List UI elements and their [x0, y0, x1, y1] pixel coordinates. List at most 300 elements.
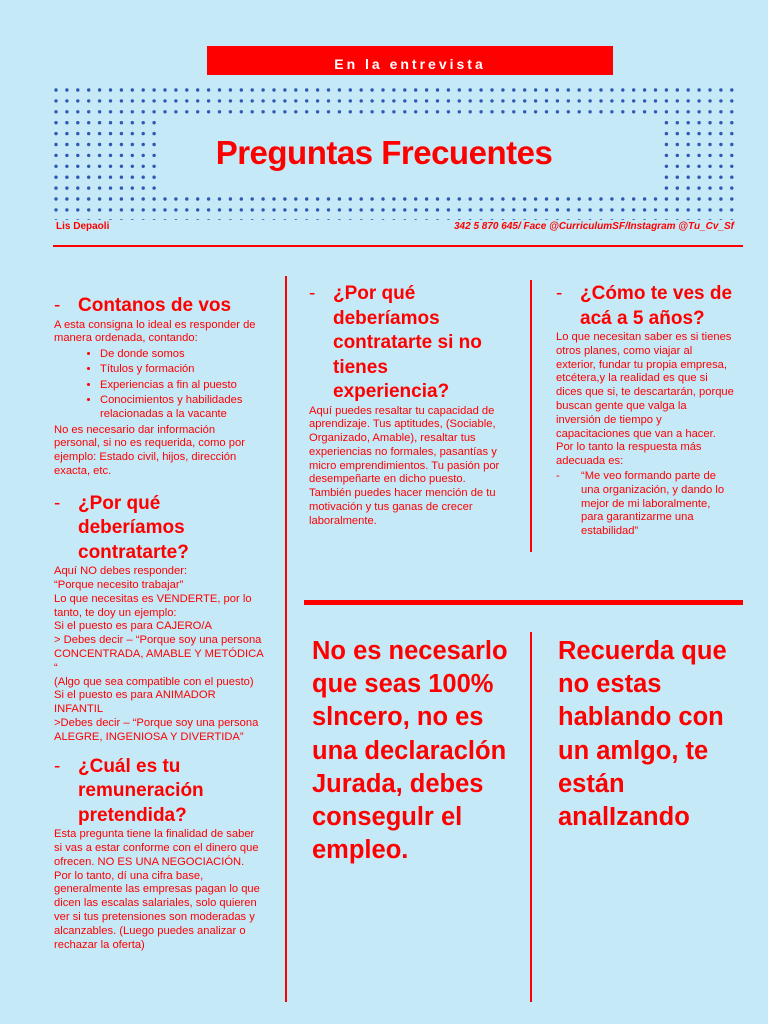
pattern-dot — [196, 208, 199, 211]
pattern-dot — [54, 219, 57, 220]
pattern-dot — [403, 219, 406, 220]
pattern-dot — [142, 88, 145, 91]
pattern-dot — [392, 197, 395, 200]
pattern-dot — [687, 219, 690, 220]
pattern-dot — [545, 110, 548, 113]
pattern-dot — [261, 99, 264, 102]
pattern-dot — [185, 88, 188, 91]
pattern-dot — [697, 197, 700, 200]
section-text: Esta pregunta tiene la finalidad de saber si vas a estar conforme con el dinero que ofrecen. NO ES UNA NEGOCIACIÓN. Por lo tanto, dí una cifra base, generalmente las empresas pagan lo que dicen las escalas salariales, solo quieren ver si tus pretensiones son moderadas y alcanzables. (Luego puedes analizar o rechazar la oferta) — [54, 828, 260, 951]
pattern-dot — [676, 219, 679, 220]
pattern-dot — [599, 208, 602, 211]
pattern-dot — [523, 197, 526, 200]
pattern-dot — [131, 208, 134, 211]
pattern-dot — [479, 219, 482, 220]
pattern-dot — [120, 186, 123, 189]
pattern-dot — [120, 121, 123, 124]
pattern-dot — [76, 219, 79, 220]
pattern-dot — [708, 208, 711, 211]
pattern-dot — [98, 186, 101, 189]
pattern-dot — [621, 110, 624, 113]
pattern-dot — [610, 197, 613, 200]
pattern-dot — [665, 186, 668, 189]
pattern-dot — [87, 208, 90, 211]
pattern-dot — [556, 110, 559, 113]
pattern-dot — [578, 88, 581, 91]
pattern-dot — [283, 88, 286, 91]
pattern-dot — [403, 197, 406, 200]
pattern-dot — [294, 197, 297, 200]
pattern-dot — [338, 197, 341, 200]
pattern-dot — [272, 99, 275, 102]
pattern-dot — [251, 88, 254, 91]
pattern-dot — [534, 219, 537, 220]
pattern-dot — [708, 121, 711, 124]
header-banner: En la entrevista — [207, 46, 613, 75]
pattern-dot — [676, 121, 679, 124]
pattern-dot — [283, 110, 286, 113]
pattern-dot — [403, 99, 406, 102]
pattern-dot — [316, 197, 319, 200]
pattern-dot — [545, 197, 548, 200]
pattern-dot — [338, 219, 341, 220]
pattern-dot — [98, 208, 101, 211]
pattern-dot — [654, 197, 657, 200]
pattern-dot — [54, 208, 57, 211]
pattern-dot — [360, 197, 363, 200]
pattern-dot — [490, 110, 493, 113]
pattern-dot — [501, 197, 504, 200]
pattern-dot — [163, 110, 166, 113]
pattern-dot — [697, 121, 700, 124]
pattern-dot — [425, 88, 428, 91]
pattern-dot — [621, 99, 624, 102]
pattern-dot — [676, 186, 679, 189]
pattern-dot — [218, 219, 221, 220]
column-right — [556, 282, 734, 539]
pattern-dot — [87, 121, 90, 124]
pattern-dot — [76, 186, 79, 189]
pattern-dot — [65, 99, 68, 102]
pattern-dot — [76, 121, 79, 124]
pattern-dot — [578, 197, 581, 200]
pattern-dot — [512, 110, 515, 113]
pattern-dot — [196, 110, 199, 113]
pattern-dot — [185, 99, 188, 102]
pattern-dot — [501, 99, 504, 102]
pattern-dot — [719, 110, 722, 113]
pattern-dot — [261, 110, 264, 113]
pattern-dot — [229, 219, 232, 220]
pattern-dot — [76, 176, 79, 179]
pattern-dot — [469, 110, 472, 113]
pattern-dot — [87, 99, 90, 102]
pattern-dot — [458, 219, 461, 220]
pattern-dot — [501, 208, 504, 211]
pattern-dot — [632, 88, 635, 91]
pattern-dot — [588, 88, 591, 91]
pattern-dot — [599, 219, 602, 220]
pattern-dot — [327, 110, 330, 113]
pattern-dot — [447, 219, 450, 220]
pattern-dot — [294, 99, 297, 102]
pattern-dot — [621, 197, 624, 200]
pattern-dot — [54, 186, 57, 189]
pattern-dot — [665, 219, 668, 220]
section-heading-five-years: - ¿Cómo te ves de acá a 5 años? — [556, 283, 733, 329]
pattern-dot — [261, 197, 264, 200]
pattern-dot — [697, 99, 700, 102]
pattern-dot — [131, 88, 134, 91]
pattern-dot — [229, 197, 232, 200]
pattern-dot — [218, 88, 221, 91]
pattern-dot — [632, 110, 635, 113]
pattern-dot — [392, 88, 395, 91]
pattern-dot — [578, 110, 581, 113]
pattern-dot — [327, 88, 330, 91]
pattern-dot — [436, 99, 439, 102]
pattern-dot — [109, 110, 112, 113]
pattern-dot — [610, 208, 613, 211]
pattern-dot — [708, 110, 711, 113]
pattern-dot — [327, 219, 330, 220]
pattern-dot — [131, 186, 134, 189]
pattern-dot — [469, 99, 472, 102]
pattern-dot — [251, 208, 254, 211]
pattern-dot — [414, 197, 417, 200]
pattern-dot — [697, 208, 700, 211]
text-line: (Algo que sea compatible con el puesto) — [54, 675, 254, 688]
header-divider — [53, 245, 743, 247]
pattern-dot — [109, 176, 112, 179]
pattern-dot — [131, 110, 134, 113]
pattern-dot — [512, 208, 515, 211]
pattern-dot — [360, 99, 363, 102]
pattern-dot — [240, 197, 243, 200]
pattern-dot — [610, 99, 613, 102]
pattern-dot — [294, 208, 297, 211]
pattern-dot — [163, 208, 166, 211]
pattern-dot — [294, 88, 297, 91]
pattern-dot — [272, 208, 275, 211]
pattern-dot — [512, 219, 515, 220]
pattern-dot — [305, 197, 308, 200]
pattern-dot — [588, 219, 591, 220]
pattern-dot — [152, 176, 155, 179]
pattern-dot — [556, 197, 559, 200]
pattern-dot — [687, 176, 690, 179]
text-line: “Porque necesito trabajar” — [54, 579, 184, 592]
pattern-dot — [490, 219, 493, 220]
pattern-dot — [708, 197, 711, 200]
pattern-dot — [512, 88, 515, 91]
pattern-dot — [687, 208, 690, 211]
pattern-dot — [621, 208, 624, 211]
pattern-dot — [697, 110, 700, 113]
pattern-dot — [152, 121, 155, 124]
pattern-dot — [54, 110, 57, 113]
pattern-dot — [425, 110, 428, 113]
pattern-dot — [349, 208, 352, 211]
pattern-dot — [196, 99, 199, 102]
pattern-dot — [676, 110, 679, 113]
pattern-dot — [152, 219, 155, 220]
section-heading-about-you: - Contanos de vos — [54, 295, 232, 316]
pattern-dot — [654, 88, 657, 91]
pattern-dot — [632, 99, 635, 102]
pattern-dot — [174, 99, 177, 102]
pattern-dot — [152, 110, 155, 113]
pattern-dot — [578, 208, 581, 211]
pattern-dot — [349, 88, 352, 91]
pattern-dot — [76, 99, 79, 102]
pattern-dot — [414, 110, 417, 113]
pattern-dot — [414, 99, 417, 102]
pattern-dot — [556, 219, 559, 220]
pattern-dot — [479, 208, 482, 211]
pattern-dot — [556, 208, 559, 211]
pattern-dot — [283, 99, 286, 102]
pattern-dot — [730, 88, 733, 91]
pattern-dot — [588, 110, 591, 113]
pattern-dot — [599, 197, 602, 200]
pattern-dot — [174, 208, 177, 211]
pattern-dot — [261, 88, 264, 91]
pattern-dot — [338, 110, 341, 113]
pattern-dot — [185, 197, 188, 200]
pattern-dot — [479, 197, 482, 200]
pattern-dot — [120, 176, 123, 179]
pattern-dot — [76, 110, 79, 113]
pattern-dot — [87, 219, 90, 220]
pattern-dot — [152, 197, 155, 200]
pattern-dot — [316, 88, 319, 91]
pattern-dot — [207, 208, 210, 211]
pattern-dot — [185, 110, 188, 113]
pattern-dot — [131, 121, 134, 124]
pattern-dot — [534, 208, 537, 211]
pattern-dot — [338, 208, 341, 211]
pattern-dot — [338, 99, 341, 102]
pattern-dot — [697, 176, 700, 179]
pattern-dot — [98, 110, 101, 113]
pattern-dot — [632, 219, 635, 220]
pattern-dot — [708, 176, 711, 179]
pattern-dot — [283, 208, 286, 211]
pattern-dot — [523, 219, 526, 220]
pattern-dot — [360, 88, 363, 91]
pattern-dot — [479, 99, 482, 102]
pattern-dot — [436, 219, 439, 220]
pattern-dot — [185, 219, 188, 220]
pattern-dot — [54, 99, 57, 102]
pattern-dot — [392, 99, 395, 102]
pattern-dot — [392, 110, 395, 113]
pattern-dot — [370, 110, 373, 113]
section-text: No es necesario dar información personal, si no es requerida, como por ejemplo: Estado civil, hijos, dirección exacta, etc. — [54, 423, 245, 477]
pattern-dot — [643, 208, 646, 211]
column-divider-2 — [530, 280, 532, 552]
pattern-dot — [545, 219, 548, 220]
pattern-dot — [556, 88, 559, 91]
pattern-dot — [142, 176, 145, 179]
pattern-dot — [719, 197, 722, 200]
pattern-dot — [708, 99, 711, 102]
pattern-dot — [588, 208, 591, 211]
pattern-dot — [120, 99, 123, 102]
pattern-dot — [76, 88, 79, 91]
pattern-dot — [87, 186, 90, 189]
pattern-dot — [697, 186, 700, 189]
pattern-dot — [131, 219, 134, 220]
pattern-dot — [109, 121, 112, 124]
pattern-dot — [697, 88, 700, 91]
text-line: >Debes decir – “Porque soy una persona ALEGRE, INGENIOSA Y DIVERTIDA” — [54, 717, 259, 743]
pattern-dot — [730, 208, 733, 211]
pattern-dot — [316, 99, 319, 102]
pattern-dot — [578, 219, 581, 220]
pattern-dot — [719, 88, 722, 91]
pattern-dot — [240, 219, 243, 220]
pattern-dot — [65, 208, 68, 211]
pattern-dot — [207, 99, 210, 102]
pattern-dot — [567, 88, 570, 91]
pattern-dot — [251, 99, 254, 102]
pattern-dot — [305, 208, 308, 211]
pattern-dot — [131, 99, 134, 102]
pattern-dot — [523, 99, 526, 102]
quote-item: - “Me veo formando parte de una organización, y dando lo mejor de mi laboralmente, para garantizarme una estabilidad” — [556, 469, 725, 538]
pattern-dot — [76, 197, 79, 200]
pattern-dot — [142, 110, 145, 113]
pattern-dot — [131, 176, 134, 179]
pattern-dot — [381, 88, 384, 91]
pattern-dot — [207, 88, 210, 91]
list-item: • Conocimientos y habilidades relacionadas a la vacante — [100, 394, 264, 422]
pattern-dot — [218, 99, 221, 102]
pattern-dot — [414, 219, 417, 220]
pattern-dot — [109, 99, 112, 102]
pattern-dot — [109, 88, 112, 91]
pattern-dot — [174, 88, 177, 91]
column-middle — [309, 282, 509, 529]
pattern-dot — [327, 197, 330, 200]
pattern-dot — [719, 186, 722, 189]
pattern-dot — [676, 197, 679, 200]
pattern-dot — [523, 208, 526, 211]
pattern-dot — [174, 110, 177, 113]
pattern-dot — [120, 219, 123, 220]
pattern-dot — [501, 110, 504, 113]
pattern-dot — [632, 208, 635, 211]
pattern-dot — [708, 186, 711, 189]
pattern-dot — [109, 186, 112, 189]
pattern-dot — [251, 110, 254, 113]
section-text — [54, 565, 264, 744]
pattern-dot — [87, 176, 90, 179]
pattern-dot — [425, 208, 428, 211]
pattern-dot — [676, 99, 679, 102]
pattern-dot — [196, 219, 199, 220]
pattern-dot — [665, 176, 668, 179]
pattern-dot — [545, 88, 548, 91]
pattern-dot — [588, 99, 591, 102]
section-text: A esta consigna lo ideal es responder de manera ordenada, contando: — [54, 318, 256, 345]
pattern-dot — [109, 219, 112, 220]
pattern-dot — [534, 88, 537, 91]
pattern-dot — [174, 219, 177, 220]
pattern-dot — [447, 99, 450, 102]
pattern-dot — [687, 197, 690, 200]
pattern-dot — [730, 186, 733, 189]
pattern-dot — [458, 99, 461, 102]
pattern-dot — [665, 110, 668, 113]
pattern-dot — [654, 110, 657, 113]
pattern-dot — [599, 88, 602, 91]
pattern-dot — [316, 219, 319, 220]
section-text: Lo que necesitan saber es si tienes otros planes, como viajar al exterior, fundar tu propia empresa, etcétera,y la realidad es que si dices que si, te descartarán, porque buscan gente que valga la inversión de tiempo y capacitaciones que van a hacer. Por lo tanto la respuesta más adecuada es: — [556, 331, 734, 468]
pattern-dot — [687, 99, 690, 102]
pattern-dot — [654, 219, 657, 220]
pattern-dot — [534, 110, 537, 113]
pattern-dot — [643, 99, 646, 102]
pattern-dot — [490, 88, 493, 91]
pattern-dot — [185, 208, 188, 211]
pattern-dot — [556, 99, 559, 102]
pattern-dot — [370, 219, 373, 220]
pattern-dot — [447, 110, 450, 113]
pattern-dot — [730, 99, 733, 102]
pattern-dot — [163, 219, 166, 220]
pattern-dot — [730, 176, 733, 179]
section-heading-why-hire: - ¿Por qué deberíamos contratarte? — [54, 492, 189, 563]
pattern-dot — [403, 208, 406, 211]
pattern-dot — [730, 110, 733, 113]
pattern-dot — [534, 99, 537, 102]
pattern-dot — [403, 88, 406, 91]
pattern-dot — [381, 197, 384, 200]
pattern-dot — [687, 121, 690, 124]
list-item: • Experiencias a fin al puesto — [100, 379, 264, 393]
pattern-dot — [294, 110, 297, 113]
section-divider — [304, 600, 743, 605]
pattern-dot — [349, 197, 352, 200]
pattern-dot — [621, 219, 624, 220]
pattern-dot — [436, 208, 439, 211]
pattern-dot — [687, 186, 690, 189]
pattern-dot — [207, 197, 210, 200]
pattern-dot — [142, 219, 145, 220]
pattern-dot — [207, 219, 210, 220]
pattern-dot — [567, 110, 570, 113]
pattern-dot — [719, 176, 722, 179]
column-left — [54, 294, 264, 952]
pattern-dot — [381, 110, 384, 113]
pattern-dot — [458, 110, 461, 113]
text-line: Si el puesto es para ANIMADOR INFANTIL — [54, 689, 216, 716]
pattern-dot — [152, 186, 155, 189]
pattern-dot — [719, 208, 722, 211]
pattern-dot — [120, 208, 123, 211]
pattern-dot — [120, 197, 123, 200]
pattern-dot — [240, 110, 243, 113]
pattern-dot — [687, 88, 690, 91]
pattern-dot — [392, 219, 395, 220]
pattern-dot — [87, 110, 90, 113]
pattern-dot — [294, 219, 297, 220]
pattern-dot — [567, 99, 570, 102]
pattern-dot — [65, 197, 68, 200]
